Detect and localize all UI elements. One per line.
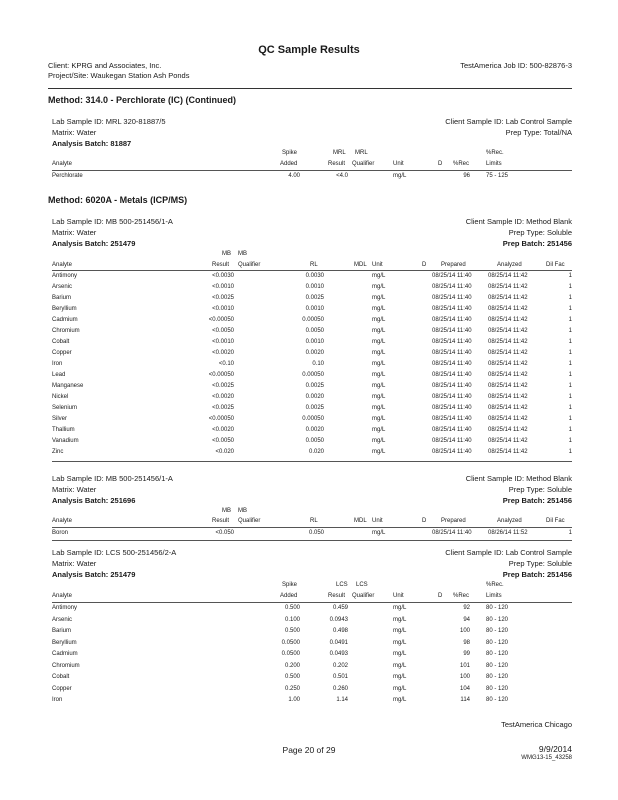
unit: mg/L [372,361,386,367]
analyte-name: Antimony [52,605,78,611]
unit: mg/L [393,639,407,646]
mb-result: <0.0020 [212,394,234,400]
unit: mg/L [372,372,386,378]
analyte-name: Cobalt [52,674,70,680]
prep-type: Prep Type: Soluble [508,559,572,568]
analyte-name: Cadmium [52,651,78,657]
lab-sample-id: Lab Sample ID: MB 500-251456/1-A [52,474,173,483]
dil-fac: 1 [568,427,572,433]
report-date: 9/9/2014 [538,744,572,754]
page-title: QC Sample Results [258,44,360,56]
rec: 98 [463,639,470,646]
col-header: Result [328,161,346,167]
lab-sample-id: Lab Sample ID: LCS 500-251456/2-A [52,548,177,557]
rec: 100 [459,628,470,634]
rl: 0.0020 [305,350,324,356]
analyte-name: Chromium [52,328,80,334]
analyte-name: Lead [52,372,66,378]
table-rule [52,170,572,171]
limits: 80 - 120 [486,697,509,703]
rl: 0.0050 [305,328,324,334]
unit: mg/L [372,394,386,400]
method-heading-perchlorate: Method: 314.0 - Perchlorate (IC) (Continued) [48,95,237,105]
prepared: 08/25/14 11:40 [432,383,472,389]
col-header: LCS [356,582,368,588]
dil-fac: 1 [568,383,572,389]
analysis-batch: Analysis Batch: 81887 [52,139,132,148]
matrix: Matrix: Water [52,228,97,237]
col-header: Limits [486,593,502,599]
dil-fac: 1 [568,372,572,378]
prep-type: Prep Type: Soluble [508,485,572,494]
lcs-result: 1.14 [336,697,348,703]
job-id: TestAmerica Job ID: 500-82876-3 [460,61,572,70]
table-rule [52,602,572,603]
lcs-result: 0.498 [332,628,348,634]
matrix: Matrix: Water [52,485,97,494]
col-header: D [422,518,427,524]
lab-sample-id: Lab Sample ID: MRL 320-81887/5 [52,117,166,126]
lcs-result: 0.501 [332,674,348,680]
spike-added: 0.0500 [281,639,300,646]
analyte-name: Arsenic [52,616,73,623]
analyte-name: Antimony [52,273,78,279]
dil-fac: 1 [568,317,572,323]
col-header: MRL [355,150,368,156]
spike-added: 0.0500 [281,651,300,657]
spike-added: 4.00 [288,173,300,179]
unit: mg/L [372,438,386,444]
rec: 92 [463,605,470,611]
spike-added: 0.250 [284,685,300,692]
dil-fac: 1 [568,339,572,345]
analyzed: 08/25/14 11:42 [488,405,528,411]
col-header: Prepared [441,262,466,268]
col-header: Qualifier [238,262,261,268]
mb-result: <0.0010 [212,339,234,345]
analyzed: 08/25/14 11:42 [488,273,528,279]
table-rule [52,461,572,462]
prep-type: Prep Type: Soluble [508,228,572,237]
analyte-name: Beryllium [52,639,77,646]
col-header: Analyte [52,518,73,524]
client-name: Client: KPRG and Associates, Inc. [48,61,162,70]
mb-result: <0.0020 [212,350,234,356]
prepared: 08/25/14 11:40 [432,405,472,411]
rl: 0.00050 [302,372,324,378]
limits: 75 - 125 [486,173,509,179]
col-header: Analyte [52,161,73,167]
analyzed: 08/25/14 11:42 [488,317,528,323]
analysis-batch: Analysis Batch: 251479 [52,570,136,579]
unit: mg/L [372,339,386,345]
analyte-name: Perchlorate [52,173,83,179]
mb-result: <0.0050 [212,328,234,334]
unit: mg/L [393,616,407,623]
rec: 104 [459,685,470,692]
unit: mg/L [393,662,407,669]
analyzed: 08/25/14 11:42 [488,372,528,378]
rl: 0.0010 [305,339,324,345]
rec: 96 [463,173,470,179]
dil-fac: 1 [568,284,572,290]
unit: mg/L [393,674,407,680]
analyte-name: Cobalt [52,339,70,345]
lcs-result: 0.0943 [329,616,348,623]
analyte-name: Iron [52,697,63,703]
mb-result: <0.0025 [212,383,234,389]
unit: mg/L [372,273,386,279]
analyte-name: Copper [52,685,72,692]
rec: 114 [460,697,470,703]
client-sample-id: Client Sample ID: Method Blank [465,474,572,483]
analyzed: 08/25/14 11:42 [488,306,528,312]
prepared: 08/25/14 11:40 [432,372,472,378]
dil-fac: 1 [568,273,572,279]
unit: mg/L [372,530,386,536]
col-header: D [422,262,427,268]
unit: mg/L [372,295,386,301]
mb-result: <0.0030 [212,273,234,279]
mb-result: <0.10 [218,361,234,367]
analyzed: 08/25/14 11:42 [488,361,528,367]
analyte-name: Copper [52,350,72,356]
spike-added: 0.100 [284,616,300,623]
lcs-result: 0.0493 [329,651,348,657]
col-header: LCS [336,582,348,588]
lcs-result: 0.260 [332,685,348,692]
prepared: 08/25/14 11:40 [432,394,472,400]
unit: mg/L [372,449,386,455]
prepared: 08/25/14 11:40 [432,361,472,367]
col-header: %Rec. [486,582,504,588]
analyte-name: Silver [52,416,68,422]
analyte-name: Cadmium [52,317,78,323]
dil-fac: 1 [568,438,572,444]
lcs-result: 0.0491 [329,639,348,646]
prepared: 08/25/14 11:40 [432,306,472,312]
prepared: 08/25/14 11:40 [432,317,472,323]
mb-result: <0.00050 [208,317,234,323]
limits: 80 - 120 [486,639,509,646]
unit: mg/L [372,416,386,422]
unit: mg/L [393,651,407,657]
dil-fac: 1 [568,530,572,536]
analyzed: 08/25/14 11:42 [488,350,528,356]
unit: mg/L [372,284,386,290]
rl: 0.0025 [305,383,324,389]
rl: 0.0050 [305,438,324,444]
dil-fac: 1 [568,394,572,400]
mb-result: <0.050 [215,530,234,536]
unit: mg/L [372,350,386,356]
col-header: Unit [393,161,404,167]
rl: 0.0010 [305,306,324,312]
prep-batch: Prep Batch: 251456 [502,570,572,579]
spike-added: 0.500 [284,628,300,634]
analyte-name: Manganese [52,383,84,389]
lcs-result: 0.459 [332,605,348,611]
analyzed: 08/25/14 11:42 [488,284,528,290]
mb-result: <0.00050 [208,416,234,422]
rec: 94 [463,616,470,623]
analyte-name: Vanadium [52,438,79,444]
limits: 80 - 120 [486,685,509,692]
unit: mg/L [372,328,386,334]
unit: mg/L [393,605,407,611]
mb-result: <0.0010 [212,306,234,312]
limits: 80 - 120 [486,605,509,611]
lcs-result: 0.202 [332,662,348,669]
col-header: MB [222,508,231,514]
col-header: Unit [372,518,383,524]
rl: 0.0020 [305,394,324,400]
page-number: Page 20 of 29 [282,745,336,755]
col-header: Prepared [441,518,466,524]
col-header: MB [238,508,247,514]
unit: mg/L [372,317,386,323]
prepared: 08/25/14 11:40 [432,273,472,279]
col-header: %Rec [453,593,470,599]
analyte-name: Beryllium [52,306,77,312]
col-header: Spike [282,150,298,156]
analyte-name: Thallium [52,427,75,433]
rl: 0.0020 [305,427,324,433]
mb-result: <0.0020 [212,427,234,433]
project-site: Project/Site: Waukegan Station Ash Ponds [48,71,190,80]
analyte-name: Nickel [52,394,69,400]
analyte-name: Chromium [52,662,80,669]
analyte-name: Iron [52,361,63,367]
analyzed: 08/26/14 11:52 [488,530,528,536]
analyte-name: Arsenic [52,284,73,290]
table-rule [52,527,572,528]
client-sample-id: Client Sample ID: Lab Control Sample [445,117,572,126]
col-header: MDL [354,262,367,268]
method-heading-metals: Method: 6020A - Metals (ICP/MS) [48,195,188,205]
col-header: RL [310,518,318,524]
dil-fac: 1 [568,295,572,301]
rl: 0.0030 [305,273,324,279]
col-header: Result [328,593,346,599]
col-header: Result [212,262,230,268]
unit: mg/L [372,427,386,433]
prepared: 08/25/14 11:40 [432,449,472,455]
rl: 0.10 [312,361,324,367]
col-header: %Rec [453,161,470,167]
matrix: Matrix: Water [52,128,97,137]
prepared: 08/25/14 11:40 [432,530,472,536]
rec: 101 [459,662,470,669]
analyzed: 08/25/14 11:42 [488,427,528,433]
col-header: Result [212,518,230,524]
col-header: Added [280,161,298,167]
analysis-batch: Analysis Batch: 251479 [52,239,136,248]
limits: 80 - 120 [486,616,509,623]
col-header: Limits [486,161,502,167]
rl: 0.0025 [305,295,324,301]
col-header: %Rec. [486,150,504,156]
rl: 0.020 [308,449,324,455]
col-header: Analyte [52,262,73,268]
analyte-name: Barium [52,295,72,301]
unit: mg/L [393,685,407,692]
analyte-name: Boron [52,530,69,536]
unit: mg/L [393,697,407,703]
analyte-name: Barium [52,628,72,634]
prepared: 08/25/14 11:40 [432,284,472,290]
col-header: MRL [333,150,346,156]
rl: 0.0025 [305,405,324,411]
mb-result: <0.00050 [208,372,234,378]
mb-result: <0.0010 [212,284,234,290]
dil-fac: 1 [568,350,572,356]
col-header: Qualifier [352,593,375,599]
mb-result: <0.020 [215,449,234,455]
limits: 80 - 120 [486,662,509,669]
dil-fac: 1 [568,416,572,422]
spike-added: 0.500 [284,605,300,611]
col-header: Spike [282,582,298,588]
col-header: Qualifier [352,161,375,167]
lab-sample-id: Lab Sample ID: MB 500-251456/1-A [52,217,173,226]
dil-fac: 1 [568,328,572,334]
rl: 0.0010 [305,284,324,290]
unit: mg/L [372,383,386,389]
mb-result: <0.0025 [212,405,234,411]
col-header: Unit [393,593,404,599]
dil-fac: 1 [568,405,572,411]
mb-result: <0.0050 [212,438,234,444]
analyzed: 08/25/14 11:42 [488,383,528,389]
col-header: Analyzed [497,262,522,268]
prepared: 08/25/14 11:40 [432,350,472,356]
prepared: 08/25/14 11:40 [432,438,472,444]
unit: mg/L [372,405,386,411]
client-sample-id: Client Sample ID: Method Blank [465,217,572,226]
limits: 80 - 120 [486,674,509,680]
rec: 99 [463,651,470,657]
col-header: D [438,161,443,167]
analyzed: 08/25/14 11:42 [488,339,528,345]
prepared: 08/25/14 11:40 [432,427,472,433]
rl: 0.050 [308,530,324,536]
dil-fac: 1 [568,449,572,455]
prepared: 08/25/14 11:40 [432,416,472,422]
analyzed: 08/25/14 11:42 [488,295,528,301]
col-header: RL [310,262,318,268]
col-header: Analyzed [497,518,522,524]
document-id: WMG13-15_43258 [521,755,572,761]
analyzed: 08/25/14 11:42 [488,449,528,455]
col-header: Added [280,593,298,599]
dil-fac: 1 [568,361,572,367]
analyzed: 08/25/14 11:42 [488,394,528,400]
unit: mg/L [393,173,407,179]
analyzed: 08/25/14 11:42 [488,438,528,444]
table-rule [52,270,572,271]
mb-result: <0.0025 [212,295,234,301]
prep-batch: Prep Batch: 251456 [502,239,572,248]
col-header: Qualifier [238,518,261,524]
prep-batch: Prep Batch: 251456 [502,496,572,505]
col-header: MB [238,251,247,257]
unit: mg/L [372,306,386,312]
col-header: Analyte [52,593,73,599]
header-rule [48,88,572,89]
unit: mg/L [393,628,407,634]
prep-type: Prep Type: Total/NA [505,128,572,137]
rl: 0.00050 [302,416,324,422]
rec: 100 [459,674,470,680]
prepared: 08/25/14 11:40 [432,328,472,334]
result: <4.0 [336,173,348,179]
col-header: D [438,593,443,599]
analysis-batch: Analysis Batch: 251696 [52,496,136,505]
analyzed: 08/25/14 11:42 [488,416,528,422]
col-header: Dil Fac [546,518,565,524]
col-header: MB [222,251,231,257]
analyte-name: Zinc [52,449,64,455]
limits: 80 - 120 [486,651,509,657]
col-header: Dil Fac [546,262,565,268]
rl: 0.00050 [302,317,324,323]
analyzed: 08/25/14 11:42 [488,328,528,334]
dil-fac: 1 [568,306,572,312]
footer-company: TestAmerica Chicago [501,720,572,729]
prepared: 08/25/14 11:40 [432,339,472,345]
limits: 80 - 120 [486,628,509,634]
matrix: Matrix: Water [52,559,97,568]
client-sample-id: Client Sample ID: Lab Control Sample [445,548,572,557]
prepared: 08/25/14 11:40 [432,295,472,301]
spike-added: 0.500 [284,674,300,680]
analyte-name: Selenium [52,405,78,411]
spike-added: 1.00 [288,697,300,703]
col-header: Unit [372,262,383,268]
col-header: MDL [354,518,367,524]
table-rule [52,540,572,541]
spike-added: 0.200 [284,662,300,669]
